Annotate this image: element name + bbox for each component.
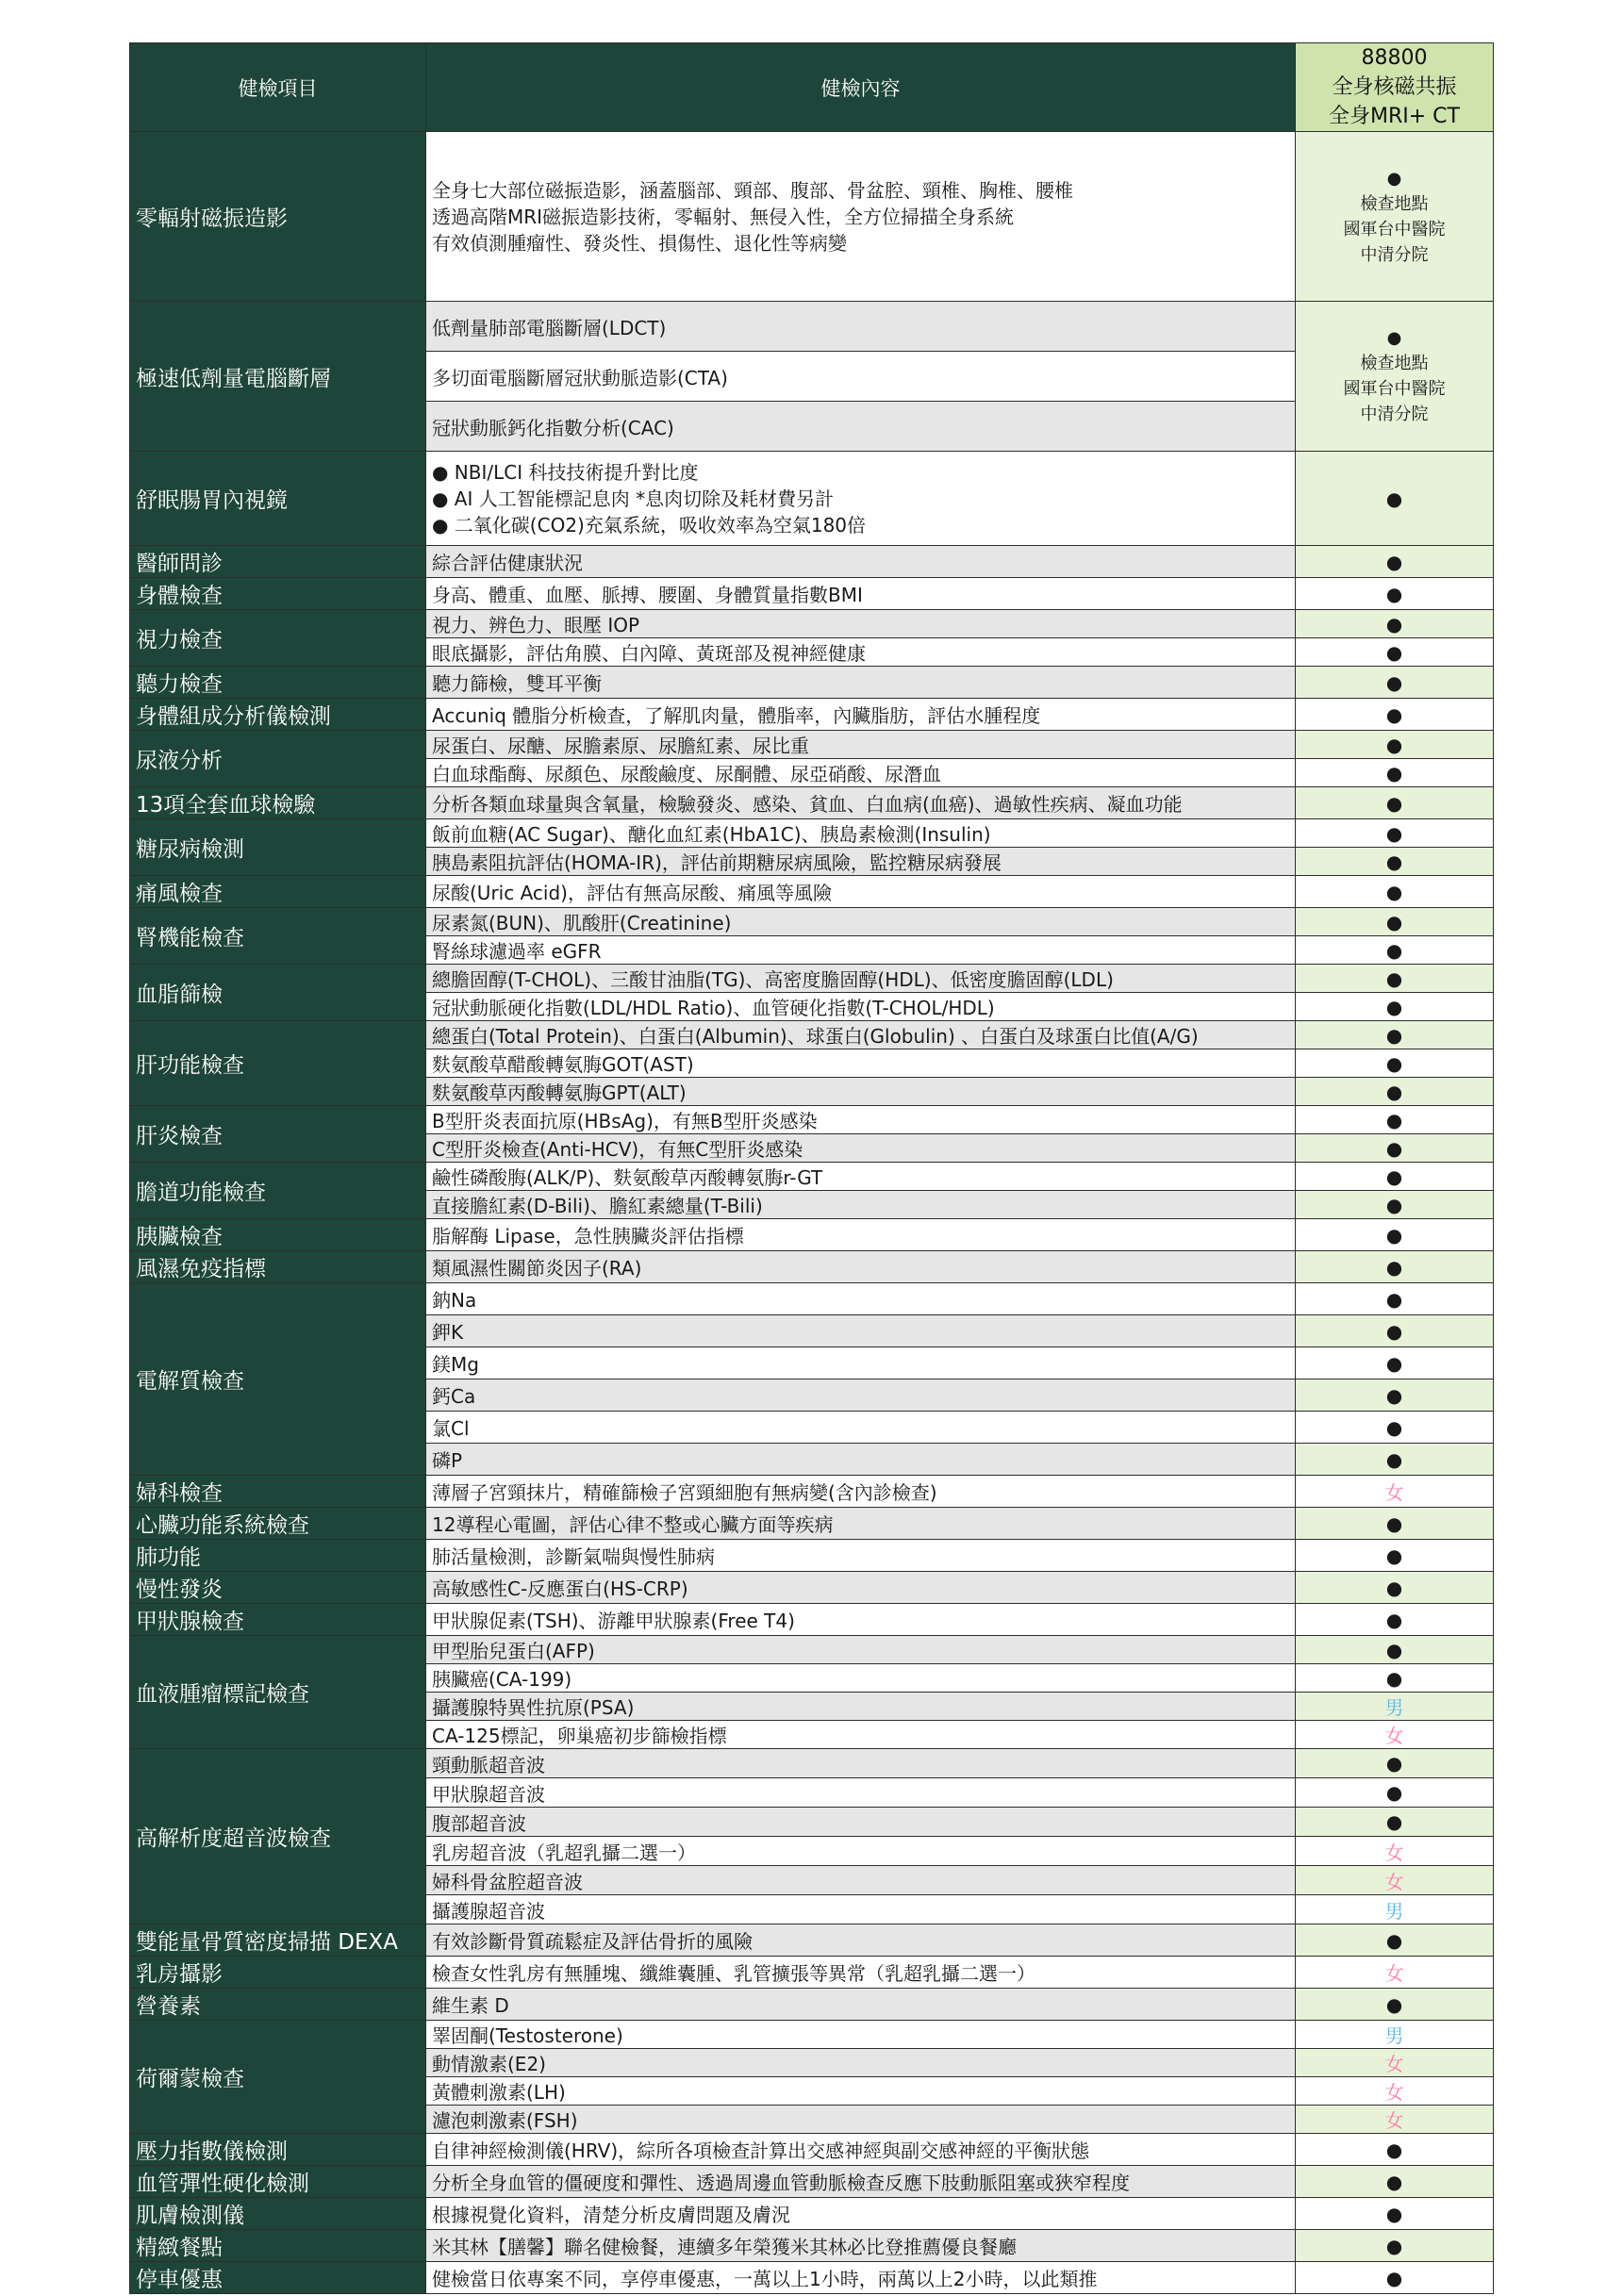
category-cell: 身體檢查 [130, 578, 426, 610]
mark-cell: ● [1296, 1134, 1494, 1163]
package-name-2: 全身MRI+ CT [1329, 105, 1460, 128]
content-cell: 脂解酶 Lipase，急性胰臟炎評估指標 [426, 1219, 1296, 1251]
category-cell: 血脂篩檢 [130, 965, 426, 1021]
content-cell: 聽力篩檢，雙耳平衡 [426, 667, 1296, 699]
category-cell: 慢性發炎 [130, 1572, 426, 1604]
category-cell: 乳房攝影 [130, 1957, 426, 1989]
item-row [130, 731, 1494, 759]
content-cell: 腹部超音波 [426, 1808, 1296, 1837]
mark-cell: ● [1296, 546, 1494, 578]
content-cell: 根據視覺化資料，清楚分析皮膚問題及膚況 [426, 2198, 1296, 2230]
item-row [130, 1251, 1494, 1283]
location-label: 檢查地點 [1360, 354, 1429, 373]
item-row [130, 699, 1494, 731]
mark-cell: ● [1296, 1219, 1494, 1251]
mark-cell: ● [1296, 993, 1494, 1021]
header-category: 健檢項目 [130, 43, 426, 132]
mark-cell: ● [1296, 731, 1494, 759]
content-cell: 分析全身血管的僵硬度和彈性、透過周邊血管動脈檢查反應下肢動脈阻塞或狹窄程度 [426, 2166, 1296, 2198]
content-cell: 甲狀腺促素(TSH)、游離甲狀腺素(Free T4) [426, 1604, 1296, 1636]
item-row [130, 1957, 1494, 1989]
mark-cell: ● [1296, 1749, 1494, 1778]
content-cell: 飯前血糖(AC Sugar)、醣化血紅素(HbA1C)、胰島素檢測(Insulin) [426, 819, 1296, 848]
mark-cell: ● [1296, 2230, 1494, 2262]
content-cell: 總膽固醇(T-CHOL)、三酸甘油脂(TG)、高密度膽固醇(HDL)、低密度膽固醇(LDL) [426, 965, 1296, 993]
endo-row [130, 452, 1494, 546]
mark-cell: 男 [1296, 1895, 1494, 1924]
content-cell: 甲型胎兒蛋白(AFP) [426, 1636, 1296, 1664]
content-cell: 有效診斷骨質疏鬆症及評估骨折的風險 [426, 1924, 1296, 1957]
content-cell: 米其林【膳馨】聯名健檢餐，連續多年榮獲米其林必比登推薦優良餐廳 [426, 2230, 1296, 2262]
mark-cell: ● [1296, 908, 1494, 936]
item-row [130, 1163, 1494, 1191]
mark-cell: ● [1296, 936, 1494, 965]
category-cell: 荷爾蒙檢查 [130, 2021, 426, 2134]
location-branch: 中清分院 [1360, 244, 1429, 265]
category-cell: 婦科檢查 [130, 1476, 426, 1508]
content-cell: C型肝炎檢查(Anti-HCV)，有無C型肝炎感染 [426, 1134, 1296, 1163]
content-cell: 麩氨酸草醋酸轉氨脢GOT(AST) [426, 1049, 1296, 1078]
mark: ● [1386, 328, 1402, 348]
content-cell: 頸動脈超音波 [426, 1749, 1296, 1778]
mark-cell: 男 [1296, 1693, 1494, 1721]
category-cell: 零輻射磁振造影 [130, 132, 426, 302]
mark-cell: 女 [1296, 1866, 1494, 1895]
category-cell: 停車優惠 [130, 2262, 426, 2294]
mark-cell: 女 [1296, 1957, 1494, 1989]
item-row [130, 1989, 1494, 2021]
category-cell: 身體組成分析儀檢測 [130, 699, 426, 731]
content-cell: 磷P [426, 1444, 1296, 1476]
mark-cell: ● [1296, 848, 1494, 876]
mark-cell: ● [1296, 638, 1494, 667]
content-cell: 眼底攝影，評估角膜、白內障、黃斑部及視神經健康 [426, 638, 1296, 667]
content-cell: B型肝炎表面抗原(HBsAg)，有無B型肝炎感染 [426, 1106, 1296, 1134]
mark-cell: ● [1296, 2262, 1494, 2294]
mark-cell: ● [1296, 759, 1494, 787]
category-cell: 血管彈性硬化檢測 [130, 2166, 426, 2198]
category-cell: 心臟功能系統檢查 [130, 1508, 426, 1540]
content-cell: 濾泡刺激素(FSH) [426, 2106, 1296, 2134]
item-row [130, 2230, 1494, 2262]
content-cell: 尿蛋白、尿醣、尿膽素原、尿膽紅素、尿比重 [426, 731, 1296, 759]
content-cell: 冠狀動脈硬化指數(LDL/HDL Ratio)、血管硬化指數(T-CHOL/HDL) [426, 993, 1296, 1021]
item-row [130, 819, 1494, 848]
mark-cell: ● [1296, 1572, 1494, 1604]
item-row [130, 1476, 1494, 1508]
mark-cell: ● [1296, 1078, 1494, 1106]
item-row [130, 1219, 1494, 1251]
category-cell: 肌膚檢測儀 [130, 2198, 426, 2230]
mark-cell: ● [1296, 1604, 1494, 1636]
category-cell: 腎機能檢查 [130, 908, 426, 965]
category-cell: 膽道功能檢查 [130, 1163, 426, 1219]
category-cell: 營養素 [130, 1989, 426, 2021]
mark-cell: ● [1296, 1924, 1494, 1957]
mark-cell: ● [1296, 699, 1494, 731]
category-cell: 肺功能 [130, 1540, 426, 1572]
ct-item: 多切面電腦斷層冠狀動脈造影(CTA) [426, 352, 1296, 402]
content-cell: 薄層子宮頸抹片，精確篩檢子宮頸細胞有無病變(含內診檢查) [426, 1476, 1296, 1508]
category-cell: 高解析度超音波檢查 [130, 1749, 426, 1924]
content-cell: 12導程心電圖，評估心律不整或心臟方面等疾病 [426, 1508, 1296, 1540]
mark-cell: ● [1296, 1636, 1494, 1664]
category-cell: 醫師問診 [130, 546, 426, 578]
endo-line: ● 二氧化碳(CO2)充氣系統，吸收效率為空氣180倍 [432, 513, 867, 537]
mark-cell: ● [1296, 787, 1494, 819]
content-cell: 檢查女性乳房有無腫塊、纖維囊腫、乳管擴張等異常（乳超乳攝二選一） [426, 1957, 1296, 1989]
item-row [130, 1604, 1494, 1636]
content-cell: 自律神經檢測儀(HRV)，綜所各項檢查計算出交感神經與副交感神經的平衡狀態 [426, 2134, 1296, 2166]
mark-cell: ● [1296, 2198, 1494, 2230]
item-row [130, 876, 1494, 908]
mark-cell: ● [1296, 1106, 1494, 1134]
item-row [130, 1021, 1494, 1049]
mark-cell: ● [1296, 667, 1494, 699]
item-row [130, 1540, 1494, 1572]
mark-cell: ● [1296, 1163, 1494, 1191]
category-cell: 胰臟檢查 [130, 1219, 426, 1251]
mri-row [130, 132, 1494, 302]
header-package [1296, 43, 1494, 132]
content-cell: 身高、體重、血壓、脈搏、腰圍、身體質量指數BMI [426, 578, 1296, 610]
package-code: 88800 [1361, 46, 1428, 70]
item-row [130, 965, 1494, 993]
endo-content [426, 452, 1296, 546]
content-cell: 腎絲球濾過率 eGFR [426, 936, 1296, 965]
mark-cell: ● [1296, 452, 1494, 546]
category-cell: 極速低劑量電腦斷層 [130, 302, 426, 452]
location-hospital: 國軍台中醫院 [1343, 379, 1446, 399]
content-cell: 氯Cl [426, 1412, 1296, 1444]
mark-cell: 女 [1296, 2049, 1494, 2077]
content-cell: 睪固酮(Testosterone) [426, 2021, 1296, 2049]
health-check-table [129, 42, 1494, 2294]
content-cell: 直接膽紅素(D-Bili)、膽紅素總量(T-Bili) [426, 1191, 1296, 1219]
mark-cell: ● [1296, 1379, 1494, 1412]
mark-cell: ● [1296, 578, 1494, 610]
package-name-1: 全身核磁共振 [1332, 75, 1457, 99]
content-cell: 攝護腺超音波 [426, 1895, 1296, 1924]
content-cell: 健檢當日依專案不同，享停車優惠，一萬以上1小時，兩萬以上2小時，以此類推 [426, 2262, 1296, 2294]
category-cell: 糖尿病檢測 [130, 819, 426, 876]
item-row [130, 2262, 1494, 2294]
content-cell: 鉀K [426, 1315, 1296, 1347]
content-cell: 胰臟癌(CA-199) [426, 1664, 1296, 1693]
mri-line: 透過高階MRI磁振造影技術，零輻射、無侵入性，全方位掃描全身系統 [432, 205, 1015, 228]
mark-cell: ● [1296, 610, 1494, 638]
content-cell: Accuniq 體脂分析檢查，了解肌肉量，體脂率，內臟脂肪，評估水腫程度 [426, 699, 1296, 731]
item-row [130, 2166, 1494, 2198]
content-cell: 總蛋白(Total Protein)、白蛋白(Albumin)、球蛋白(Globulin) 、白蛋白及球蛋白比值(A/G) [426, 1021, 1296, 1049]
endo-line: ● NBI/LCI 科技技術提升對比度 [432, 460, 699, 484]
item-row [130, 787, 1494, 819]
category-cell: 肝炎檢查 [130, 1106, 426, 1163]
item-row [130, 546, 1494, 578]
content-cell: 尿素氮(BUN)、肌酸肝(Creatinine) [426, 908, 1296, 936]
content-cell: 肺活量檢測，診斷氣喘與慢性肺病 [426, 1540, 1296, 1572]
location-label: 檢查地點 [1360, 193, 1429, 214]
item-row [130, 667, 1494, 699]
content-cell: 鎂Mg [426, 1347, 1296, 1379]
mark-cell: 女 [1296, 1837, 1494, 1866]
content-cell: 麩氨酸草丙酸轉氨脢GPT(ALT) [426, 1078, 1296, 1106]
item-row [130, 1283, 1494, 1315]
endo-line: ● AI 人工智能標記息肉 *息肉切除及耗材費另計 [432, 487, 835, 510]
mark-cell: 女 [1296, 1721, 1494, 1749]
content-cell: 維生素 D [426, 1989, 1296, 2021]
mark-cell: ● [1296, 965, 1494, 993]
mark-cell: ● [1296, 819, 1494, 848]
content-cell: 婦科骨盆腔超音波 [426, 1866, 1296, 1895]
mark-cell: ● [1296, 1540, 1494, 1572]
content-cell: 尿酸(Uric Acid)，評估有無高尿酸、痛風等風險 [426, 876, 1296, 908]
item-row [130, 1636, 1494, 1664]
ct-item: 低劑量肺部電腦斷層(LDCT) [426, 302, 1296, 352]
mark-cell: ● [1296, 1989, 1494, 2021]
content-cell: 攝護腺特異性抗原(PSA) [426, 1693, 1296, 1721]
item-row [130, 1749, 1494, 1778]
content-cell: 鈉Na [426, 1283, 1296, 1315]
content-cell: 胰島素阻抗評估(HOMA-IR)，評估前期糖尿病風險，監控糖尿病發展 [426, 848, 1296, 876]
mark-cell: ● [1296, 2134, 1494, 2166]
mark-cell: 女 [1296, 2077, 1494, 2106]
content-cell: 鈣Ca [426, 1379, 1296, 1412]
item-row [130, 1106, 1494, 1134]
mark-cell: ● [1296, 1412, 1494, 1444]
ct-mark-cell [1296, 302, 1494, 452]
mark-cell: ● [1296, 1315, 1494, 1347]
content-cell: 綜合評估健康狀況 [426, 546, 1296, 578]
item-row [130, 1508, 1494, 1540]
item-row [130, 2198, 1494, 2230]
mri-content [426, 132, 1296, 302]
mri-mark-cell [1296, 132, 1494, 302]
content-cell: 甲狀腺超音波 [426, 1778, 1296, 1808]
mark-cell: 男 [1296, 2021, 1494, 2049]
mark-cell: ● [1296, 1778, 1494, 1808]
mark-cell: ● [1296, 1191, 1494, 1219]
content-cell: 鹼性磷酸脢(ALK/P)、麩氨酸草丙酸轉氨脢r-GT [426, 1163, 1296, 1191]
category-cell: 舒眠腸胃內視鏡 [130, 452, 426, 546]
item-row [130, 2134, 1494, 2166]
item-row [130, 2021, 1494, 2049]
mark-cell: ● [1296, 1283, 1494, 1315]
mark-cell: ● [1296, 2166, 1494, 2198]
mark-cell: ● [1296, 1444, 1494, 1476]
item-row [130, 610, 1494, 638]
content-cell: 動情激素(E2) [426, 2049, 1296, 2077]
mark-cell: ● [1296, 1508, 1494, 1540]
category-cell: 肝功能檢查 [130, 1021, 426, 1106]
content-cell: CA-125標記，卵巢癌初步篩檢指標 [426, 1721, 1296, 1749]
item-row [130, 908, 1494, 936]
category-cell: 電解質檢查 [130, 1283, 426, 1476]
mark-cell: ● [1296, 1664, 1494, 1693]
mark-cell: 女 [1296, 1476, 1494, 1508]
location-branch: 中清分院 [1360, 405, 1429, 424]
item-row [130, 1924, 1494, 1957]
mark-cell: ● [1296, 1347, 1494, 1379]
category-cell: 風濕免疫指標 [130, 1251, 426, 1283]
category-cell: 13項全套血球檢驗 [130, 787, 426, 819]
content-cell: 黃體刺激素(LH) [426, 2077, 1296, 2106]
mark-cell: ● [1296, 876, 1494, 908]
category-cell: 甲狀腺檢查 [130, 1604, 426, 1636]
header-content: 健檢內容 [426, 43, 1296, 132]
content-cell: 高敏感性C-反應蛋白(HS-CRP) [426, 1572, 1296, 1604]
content-cell: 分析各類血球量與含氧量，檢驗發炎、感染、貧血、白血病(血癌)、過敏性疾病、凝血功能 [426, 787, 1296, 819]
content-cell: 白血球酯酶、尿顏色、尿酸鹼度、尿酮體、尿亞硝酸、尿潛血 [426, 759, 1296, 787]
item-row [130, 578, 1494, 610]
mark-cell: ● [1296, 1808, 1494, 1837]
item-row [130, 1572, 1494, 1604]
mark-cell: ● [1296, 1021, 1494, 1049]
content-cell: 視力、辨色力、眼壓 IOP [426, 610, 1296, 638]
mri-line: 有效偵測腫瘤性、發炎性、損傷性、退化性等病變 [432, 231, 847, 255]
category-cell: 壓力指數儀檢測 [130, 2134, 426, 2166]
content-cell: 類風濕性關節炎因子(RA) [426, 1251, 1296, 1283]
mark-cell: ● [1296, 1251, 1494, 1283]
ct-item: 冠狀動脈鈣化指數分析(CAC) [426, 402, 1296, 452]
category-cell: 尿液分析 [130, 731, 426, 787]
category-cell: 精緻餐點 [130, 2230, 426, 2262]
category-cell: 血液腫瘤標記檢查 [130, 1636, 426, 1749]
mark: ● [1386, 168, 1402, 189]
mri-line: 全身七大部位磁振造影，涵蓋腦部、頸部、腹部、骨盆腔、頸椎、胸椎、腰椎 [432, 178, 1073, 202]
mark-cell: ● [1296, 1049, 1494, 1078]
mark-cell: 女 [1296, 2106, 1494, 2134]
content-cell: 乳房超音波（乳超乳攝二選一） [426, 1837, 1296, 1866]
location-hospital: 國軍台中醫院 [1343, 219, 1446, 240]
category-cell: 視力檢查 [130, 610, 426, 667]
category-cell: 雙能量骨質密度掃描 DEXA [130, 1924, 426, 1957]
category-cell: 聽力檢查 [130, 667, 426, 699]
header-row [130, 43, 1494, 132]
category-cell: 痛風檢查 [130, 876, 426, 908]
ct-row [130, 302, 1494, 352]
